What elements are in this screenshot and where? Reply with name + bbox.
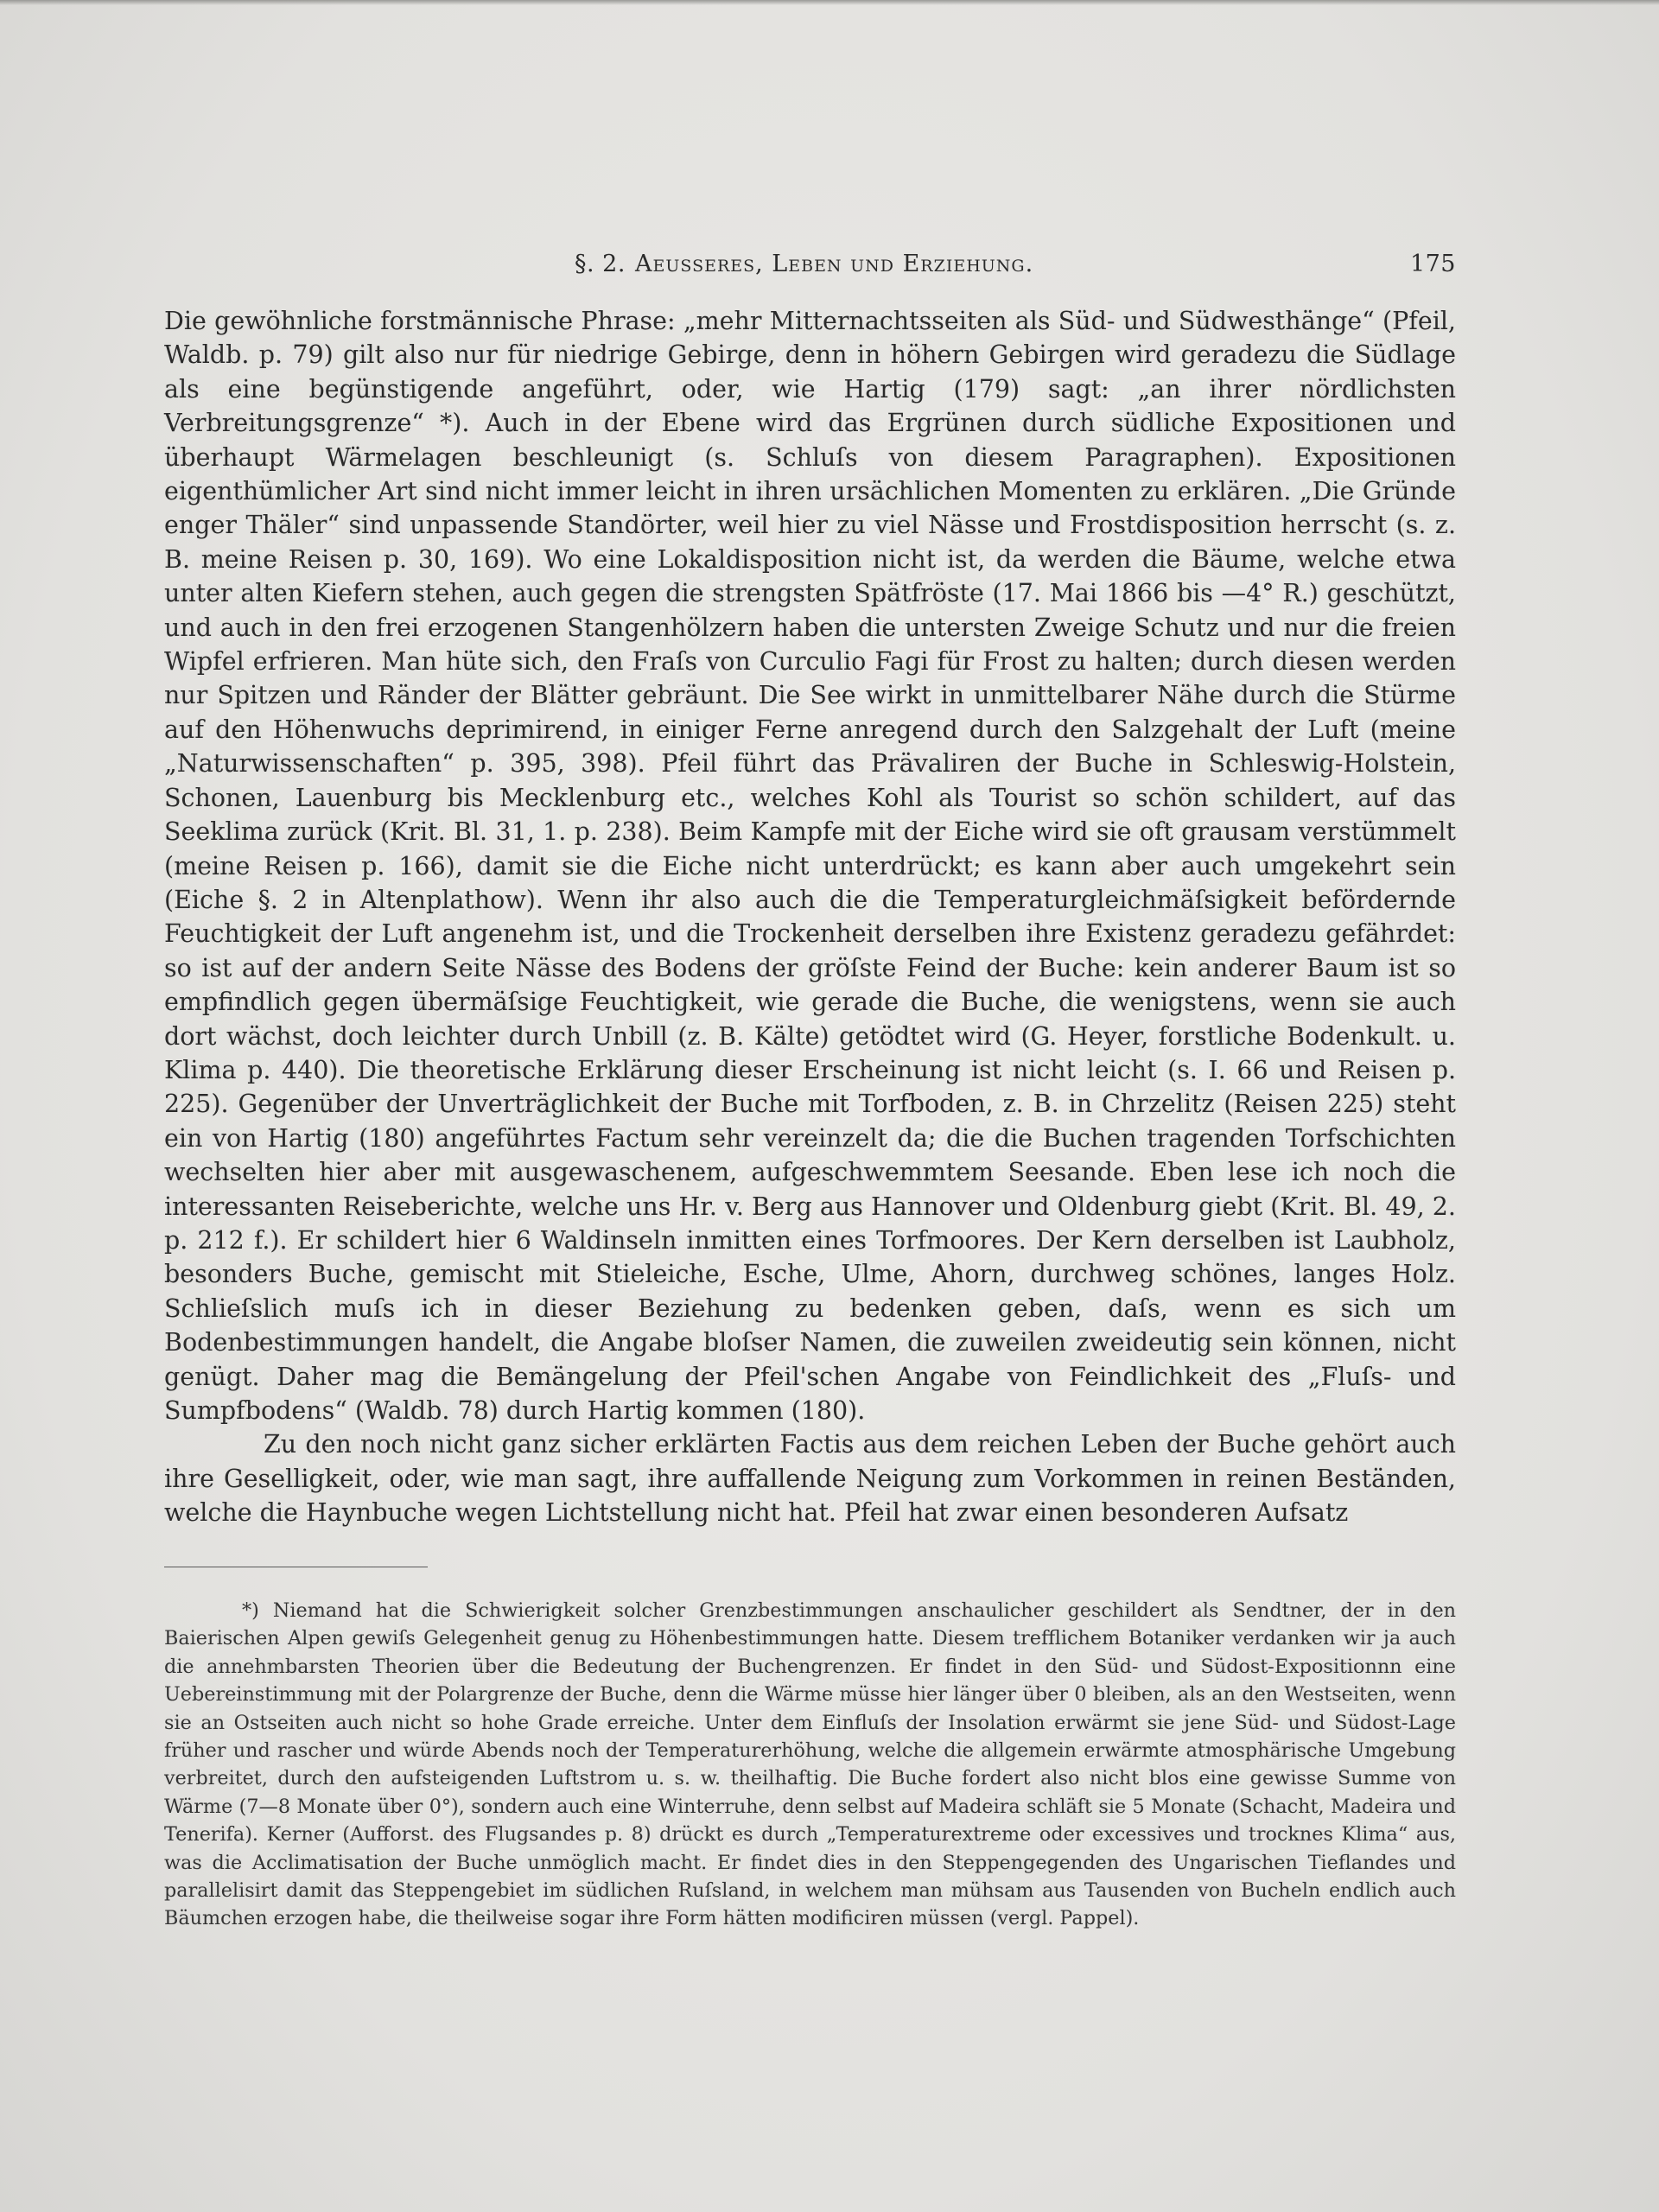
page-top-edge [0,0,1659,5]
paragraph-2: Zu den noch nicht ganz sicher erklärten Factis aus dem reichen Leben der Buche gehört auch ihre Geselligkeit, oder, wie man sagt, ihre auffallende Neigung zum Vorkommen in reinen Beständen, welche die Haynbuche wegen Lichtstellung nicht hat. Pfeil hat zwar einen besonderen Aufsatz [164,1430,1456,1528]
running-header [164,251,1456,294]
footnote [164,1597,1456,1933]
page-number: 175 [1409,251,1456,277]
footnote-text: *) Niemand hat die Schwierigkeit solcher Grenzbestimmungen anschaulicher geschildert als Sendtner, der in den Baierischen Alpen gewiſs Gelegenheit genug zu Höhenbestimmungen hatte. Diesem trefflichem Botaniker verdanken wir ja auch die annehmbarsten Theorien über die Bedeutung der Buchengrenzen. Er findet in den Süd- und Südost-Expositionnn eine Uebereinstimmung mit der Polargrenze der Buche, denn die Wärme müsse hier länger über 0 bleiben, als an den Westseiten, wenn sie an Ostseiten auch nicht so hohe Grade erreiche. Unter dem Einfluſs der Insolation erwärmt sie jene Süd- und Südost-Lage früher und rascher und würde Abends noch der Temperaturerhöhung, welche die allgemein erwärmte atmosphärische Umgebung verbreitet, durch den aufsteigenden Luftstrom u. s. w. theilhaftig. Die Buche fordert also nicht blos eine gewisse Summe von Wärme (7—8 Monate über 0°), sondern auch eine Winterruhe, denn selbst auf Madeira schläft sie 5 Monate (Schacht, Madeira und Tenerifa). Kerner (Aufforst. des Flugsandes p. 8) drückt es durch „Temperaturextreme oder excessives und trocknes Klima“ aus, was die Acclimatisation der Buche unmöglich macht. Er findet dies in den Steppengegenden des Ungarischen Tieflandes und parallelisirt damit das Steppengebiet im südlichen Ruſsland, in welchem man mühsam aus Tausenden von Bucheln endlich auch Bäumchen erzogen habe, die theilweise sogar ihre Form hätten modificiren müssen (vergl. Pappel). [164,1599,1456,1930]
section-mark: §. 2. [575,251,626,277]
main-text [164,304,1456,1530]
paragraph-1: Die gewöhnliche forstmännische Phrase: „mehr Mitternachtsseiten als Süd- und Südwesthänge“ (Pfeil, Waldb. p. 79) gilt also nur für niedrige Gebirge, denn in höhern Gebirgen wird geradezu die Südlage als eine begünstigende angeführt, oder, wie Hartig (179) sagt: „an ihrer nördlichsten Verbreitungsgrenze“ *). Auch in der Ebene wird das Ergrünen durch südliche Expositionen und überhaupt Wärmelagen beschleunigt (s. Schluſs von diesem Paragraphen). Expositionen eigenthümlicher Art sind nicht immer leicht in ihren ursächlichen Momenten zu erklären. „Die Gründe enger Thäler“ sind unpassende Standörter, weil hier zu viel Nässe und Frostdisposition herrscht (s. z. B. meine Reisen p. 30, 169). Wo eine Lokaldisposition nicht ist, da werden die Bäume, welche etwa unter alten Kiefern stehen, auch gegen die strengsten Spätfröste (17. Mai 1866 bis —4° R.) geschützt, und auch in den frei erzogenen Stangenhölzern haben die untersten Zweige Schutz und nur die freien Wipfel erfrieren. Man hüte sich, den Fraſs von Curculio Fagi für Frost zu halten; durch diesen werden nur Spitzen und Ränder der Blätter gebräunt. Die See wirkt in unmittelbarer Nähe durch die Stürme auf den Höhenwuchs deprimirend, in einiger Ferne anregend durch den Salzgehalt der Luft (meine „Naturwissenschaften“ p. 395, 398). Pfeil führt das Prävaliren der Buche in Schleswig-Holstein, Schonen, Lauenburg bis Mecklenburg etc., welches Kohl als Tourist so schön schildert, auf das Seeklima zurück (Krit. Bl. 31, 1. p. 238). Beim Kampfe mit der Eiche wird sie oft grausam verstümmelt (meine Reisen p. 166), damit sie die Eiche nicht unterdrückt; es kann aber auch umgekehrt sein (Eiche §. 2 in Altenplathow). Wenn ihr also auch die die Temperaturgleichmäſsigkeit befördernde Feuchtigkeit der Luft angenehm ist, und die Trockenheit derselben ihre Existenz geradezu gefährdet: so ist auf der andern Seite Nässe des Bodens der gröſste Feind der Buche: kein anderer Baum ist so empfindlich gegen übermäſsige Feuchtigkeit, wie gerade die Buche, die wenigstens, wenn sie auch dort wächst, doch leichter durch Unbill (z. B. Kälte) getödtet wird (G. Heyer, forstliche Bodenkult. u. Klima p. 440). Die theoretische Erklärung dieser Erscheinung ist nicht leicht (s. I. 66 und Reisen p. 225). Gegenüber der Unverträglichkeit der Buche mit Torfboden, z. B. in Chrzelitz (Reisen 225) steht ein von Hartig (180) angeführtes Factum sehr vereinzelt da; die die Buchen tragenden Torfschichten wechselten hier aber mit ausgewaschenem, aufgeschwemmtem Seesande. Eben lese ich noch die interessanten Reiseberichte, welche uns Hr. v. Berg aus Hannover und Oldenburg giebt (Krit. Bl. 49, 2. p. 212 f.). Er schildert hier 6 Waldinseln inmitten eines Torfmoores. Der Kern derselben ist Laubholz, besonders Buche, gemischt mit Stieleiche, Esche, Ulme, Ahorn, durchweg schönes, langes Holz. Schlieſslich muſs ich in dieser Beziehung zu bedenken geben, daſs, wenn es sich um Bodenbestimmungen handelt, die Angabe bloſser Namen, die zuweilen zweideutig sein können, nicht genügt. Daher mag die Bemängelung der Pfeil'schen Angabe von Feindlichkeit des „Fluſs- und Sumpfbodens“ (Waldb. 78) durch Hartig kommen (180). [164,307,1456,1425]
section-title: Aeusseres, Leben und Erziehung. [635,251,1034,277]
